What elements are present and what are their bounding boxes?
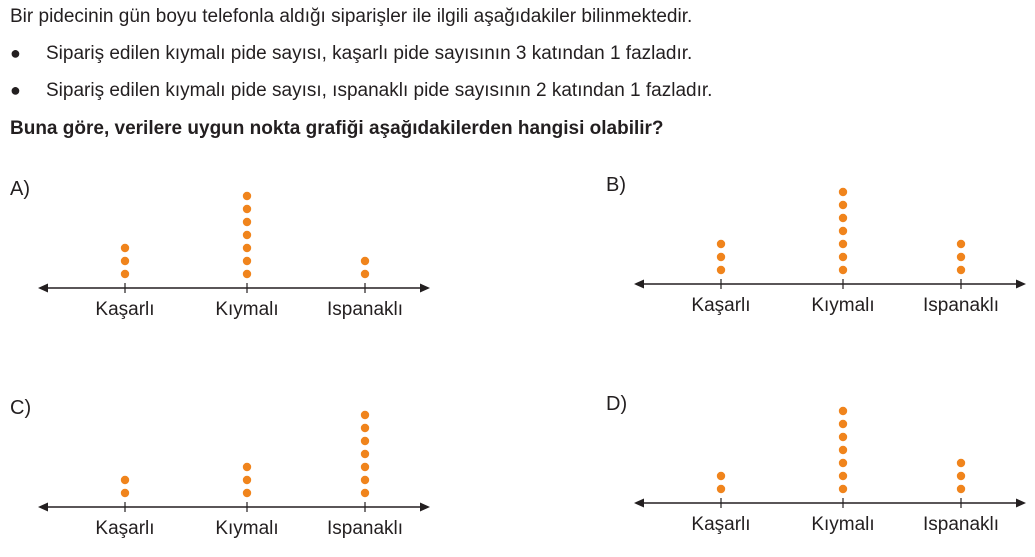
tick-label: Kıymalı: [215, 518, 279, 539]
question-intro: Bir pidecinin gün boyu telefonla aldığı siparişler ile ilgili aşağıdakiler bilinmektedir.: [10, 6, 693, 27]
data-dot: [361, 489, 369, 497]
data-dot: [839, 266, 847, 274]
bullet-text-1: Sipariş edilen kıymalı pide sayısı, kaşarlı pide sayısının 3 katından 1 fazladır.: [46, 43, 693, 64]
option-a-chart[interactable]: [10, 178, 430, 338]
tick-label: Kaşarlı: [691, 295, 751, 316]
option-label: C): [10, 397, 32, 419]
data-dot: [243, 270, 251, 278]
axis-arrow-right-icon: [420, 284, 430, 293]
data-dot: [717, 253, 725, 261]
data-dot: [243, 192, 251, 200]
data-dot: [839, 240, 847, 248]
dot-plot-c: [10, 397, 440, 557]
data-dot: [243, 244, 251, 252]
axis-arrow-left-icon: [38, 284, 48, 293]
data-dot: [839, 420, 847, 428]
bullet-text-2: Sipariş edilen kıymalı pide sayısı, ıspanaklı pide sayısının 2 katından 1 fazladır.: [46, 80, 713, 101]
bullet-icon: ●: [10, 43, 21, 63]
dot-plot-b: [606, 174, 1035, 334]
data-dot: [243, 489, 251, 497]
data-dot: [839, 227, 847, 235]
question-prompt: Buna göre, verilere uygun nokta grafiği aşağıdakilerden hangisi olabilir?: [10, 118, 664, 139]
data-dot: [243, 463, 251, 471]
data-dot: [839, 433, 847, 441]
data-dot: [839, 407, 847, 415]
data-dot: [717, 266, 725, 274]
data-dot: [839, 214, 847, 222]
data-dot: [957, 253, 965, 261]
data-dot: [243, 476, 251, 484]
tick-label: Kaşarlı: [95, 518, 155, 539]
axis-arrow-right-icon: [1016, 499, 1026, 508]
option-label: B): [606, 174, 626, 196]
axis-arrow-right-icon: [1016, 280, 1026, 289]
data-dot: [361, 257, 369, 265]
tick-label: Ispanaklı: [326, 518, 404, 539]
data-dot: [243, 257, 251, 265]
data-dot: [717, 485, 725, 493]
data-dot: [839, 485, 847, 493]
data-dot: [121, 489, 129, 497]
tick-label: Ispanaklı: [922, 295, 1000, 316]
axis-arrow-left-icon: [38, 503, 48, 512]
data-dot: [839, 472, 847, 480]
option-b-chart[interactable]: [606, 174, 1026, 334]
data-dot: [839, 188, 847, 196]
data-dot: [717, 240, 725, 248]
dot-plot-a: [10, 178, 440, 338]
tick-label: Ispanaklı: [326, 299, 404, 320]
data-dot: [361, 270, 369, 278]
data-dot: [243, 205, 251, 213]
tick-label: Kıymalı: [811, 295, 875, 316]
data-dot: [839, 446, 847, 454]
option-label: D): [606, 393, 628, 415]
data-dot: [839, 201, 847, 209]
data-dot: [243, 231, 251, 239]
data-dot: [361, 424, 369, 432]
option-d-chart[interactable]: [606, 393, 1026, 553]
tick-label: Kaşarlı: [95, 299, 155, 320]
bullet-icon: ●: [10, 80, 21, 100]
option-label: A): [10, 178, 30, 200]
data-dot: [957, 266, 965, 274]
tick-label: Kıymalı: [215, 299, 279, 320]
data-dot: [957, 472, 965, 480]
data-dot: [717, 472, 725, 480]
option-c-chart[interactable]: [10, 397, 430, 557]
data-dot: [361, 450, 369, 458]
data-dot: [121, 270, 129, 278]
data-dot: [839, 253, 847, 261]
tick-label: Ispanaklı: [922, 514, 1000, 535]
data-dot: [957, 459, 965, 467]
data-dot: [243, 218, 251, 226]
data-dot: [957, 485, 965, 493]
axis-arrow-left-icon: [634, 280, 644, 289]
axis-arrow-right-icon: [420, 503, 430, 512]
data-dot: [121, 257, 129, 265]
data-dot: [361, 463, 369, 471]
data-dot: [361, 437, 369, 445]
data-dot: [121, 244, 129, 252]
data-dot: [839, 459, 847, 467]
data-dot: [957, 240, 965, 248]
tick-label: Kıymalı: [811, 514, 875, 535]
data-dot: [121, 476, 129, 484]
axis-arrow-left-icon: [634, 499, 644, 508]
data-dot: [361, 411, 369, 419]
dot-plot-d: [606, 393, 1035, 553]
tick-label: Kaşarlı: [691, 514, 751, 535]
data-dot: [361, 476, 369, 484]
